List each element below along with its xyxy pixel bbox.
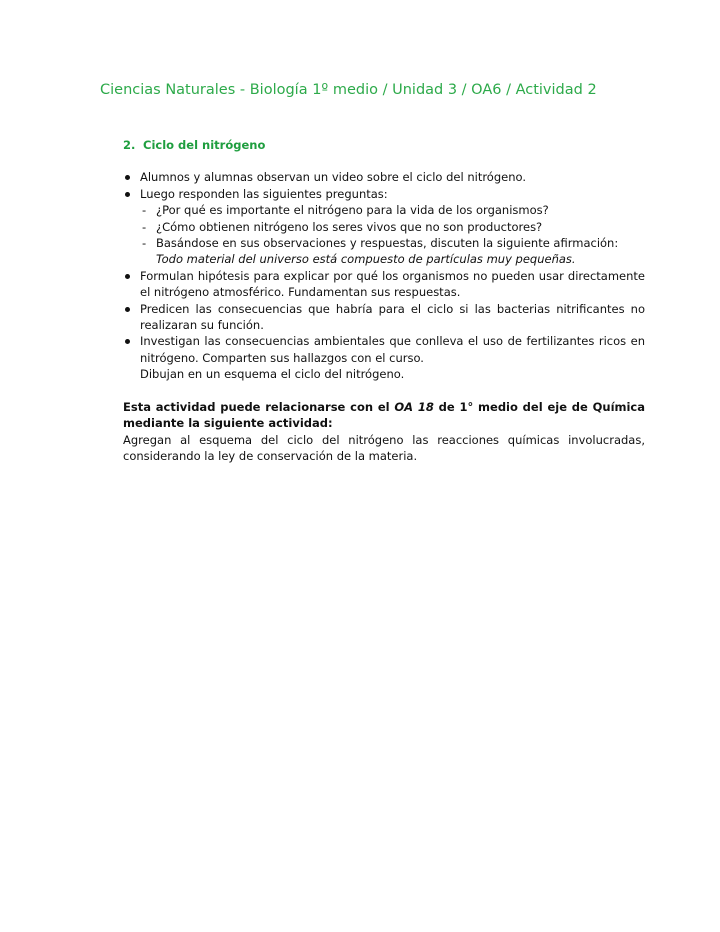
list-item-text: Luego responden las siguientes preguntas: (140, 186, 388, 201)
list-item (123, 301, 645, 334)
related-title-part: de 1° medio del eje de Química mediante la siguiente actividad: (123, 399, 646, 431)
page-header-breadcrumb: Ciencias Naturales - Biología 1º medio / Unidad 3 / OA6 / Actividad 2 (100, 82, 597, 98)
list-item (123, 169, 645, 185)
list-item (123, 268, 645, 301)
list-item (123, 186, 645, 268)
activity-content (123, 137, 645, 464)
related-activity (123, 399, 645, 465)
related-activity-body: Agregan al esquema del ciclo del nitrógeno las reacciones químicas involucradas, considerando la ley de conservación de la materia. (123, 432, 645, 463)
list-item-text: Formulan hipótesis para explicar por qué los organismos no pueden usar directamente el nitrógeno atmosférico. Fundamentan sus respuestas. (140, 268, 645, 300)
statement-quote: Todo material del universo está compuesto de partículas muy pequeñas. (156, 252, 576, 267)
list-item-text: Investigan las consecuencias ambientales que conlleva el uso de fertilizantes ricos en nitrógeno. Comparten sus hallazgos con el curso. (140, 334, 645, 365)
question-list (140, 202, 645, 268)
list-item-text: Predicen las consecuencias que habría para el ciclo si las bacterias nitrificantes no realizaran su función. (140, 301, 645, 333)
diagram-instruction: Dibujan en un esquema el ciclo del nitrógeno. (140, 367, 405, 382)
list-item (123, 333, 645, 366)
activity-list (123, 169, 645, 366)
question-item: - ¿Por qué es importante el nitrógeno para la vida de los organismos? (140, 202, 645, 218)
related-title-oa: OA 18 (394, 399, 434, 414)
related-activity-title (123, 399, 645, 432)
section-title-text: Ciclo del nitrógeno (143, 138, 266, 152)
section-title (123, 137, 645, 153)
section-number: 2. (123, 138, 136, 152)
list-item-text: Alumnos y alumnas observan un video sobre el ciclo del nitrógeno. (140, 170, 526, 185)
related-title-part: Esta actividad puede relacionarse con el (123, 399, 395, 414)
question-item: - ¿Cómo obtienen nitrógeno los seres vivos que no son productores? (140, 219, 645, 235)
question-text: Basándose en sus observaciones y respuestas, discuten la siguiente afirmación: (156, 236, 619, 251)
question-item (140, 235, 645, 268)
